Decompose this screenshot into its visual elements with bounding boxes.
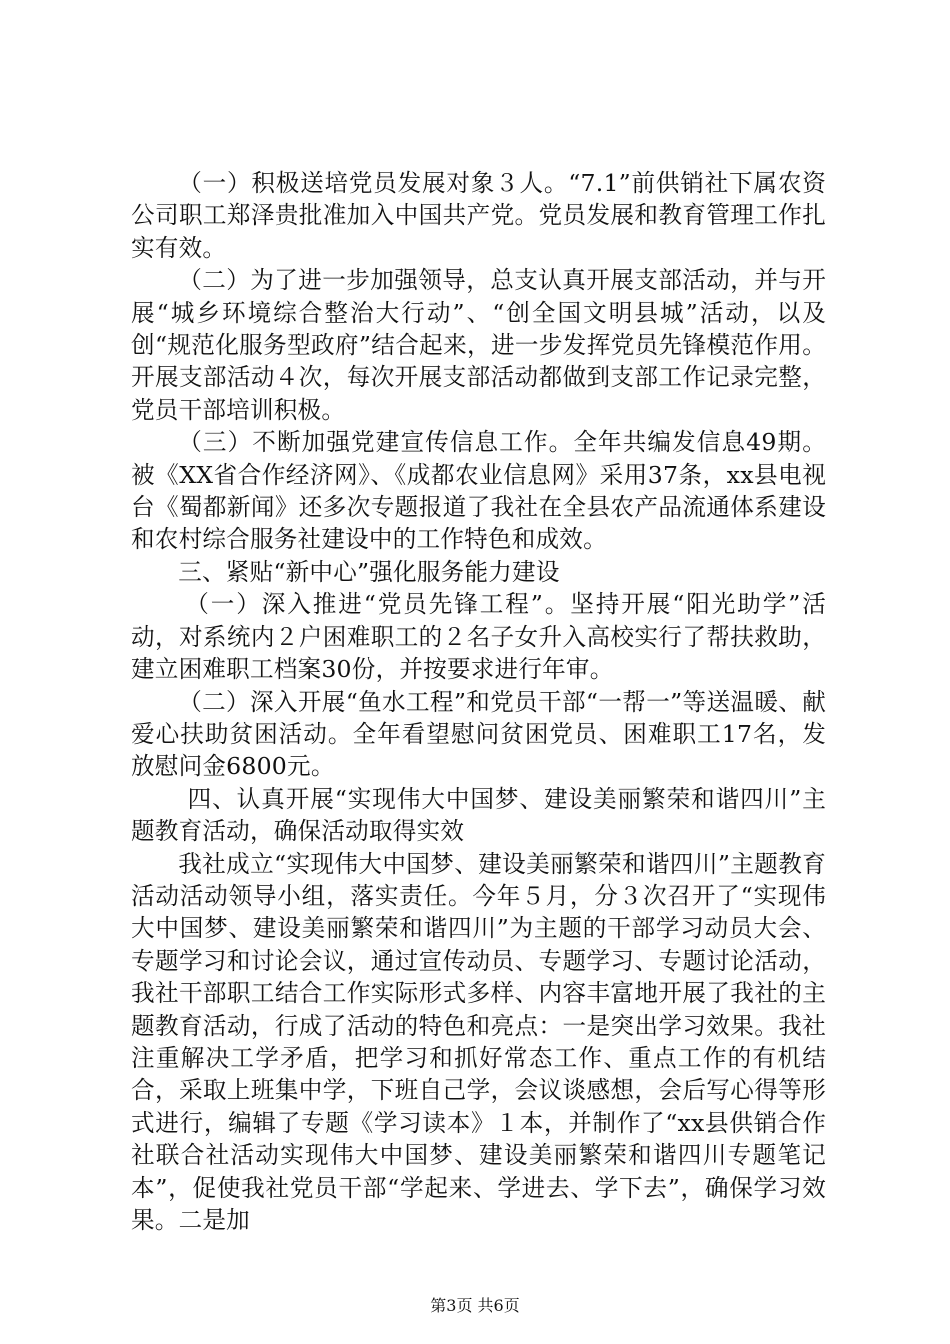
paragraph-3: （三）不断加强党建宣传信息工作。全年共编发信息49期。被《XX省合作经济网》、《成都农业信息网》采用37条，xx县电视台《蜀都新闻》还多次专题报道了我社在全县农产品流通体系建设和农村综合服务社建设中的工作特色和成效。 xyxy=(131,428,826,554)
paragraph-5: （二）深入开展“鱼水工程”和党员干部“一帮一”等送温暖、献爱心扶助贫困活动。全年看望慰问贫困党员、困难职工17名，发放慰问金6800元。 xyxy=(131,687,826,781)
document-body xyxy=(131,167,826,1236)
section-heading-4: 四、认真开展“实现伟大中国梦、建设美丽繁荣和谐四川”主题教育活动，确保活动取得实效 xyxy=(131,784,826,846)
section-heading-3: 三、紧贴“新中心”强化服务能力建设 xyxy=(178,557,560,586)
paragraph-2: （二）为了进一步加强领导，总支认真开展支部活动，并与开展“城乡环境综合整治大行动”、“创全国文明县城”活动，以及创“规范化服务型政府”结合起来，进一步发挥党员先锋模范作用。开展支部活动４次，每次开展支部活动都做到支部工作记录完整，党员干部培训积极。 xyxy=(131,266,826,424)
paragraph-6: 我社成立“实现伟大中国梦、建设美丽繁荣和谐四川”主题教育活动活动领导小组，落实责任。今年５月，分３次召开了“实现伟大中国梦、建设美丽繁荣和谐四川”为主题的干部学习动员大会、专题学习和讨论会议，通过宣传动员、专题学习、专题讨论活动，我社干部职工结合工作实际形式多样、内容丰富地开展了我社的主题教育活动，行成了活动的特色和亮点：一是突出学习效果。我社注重解决工学矛盾，把学习和抓好常态工作、重点工作的有机结合，采取上班集中学，下班自己学，会议谈感想，会后写心得等形式进行，编辑了专题《学习读本》１本，并制作了“xx县供销合作社联合社活动实现伟大中国梦、建设美丽繁荣和谐四川专题笔记本”，促使我社党员干部“学起来、学进去、学下去”，确保学习效果。二是加 xyxy=(131,849,826,1234)
paragraph-1: （一）积极送培党员发展对象３人。“7.1”前供销社下属农资公司职工郑泽贵批准加入中国共产党。党员发展和教育管理工作扎实有效。 xyxy=(131,169,826,262)
paragraph-4: （一）深入推进“党员先锋工程”。坚持开展“阳光助学”活动，对系统内２户困难职工的２名子女升入高校实行了帮扶救助，建立困难职工档案30份，并按要求进行年审。 xyxy=(131,590,826,684)
page-footer: 第3页 共6页 xyxy=(430,1296,520,1315)
